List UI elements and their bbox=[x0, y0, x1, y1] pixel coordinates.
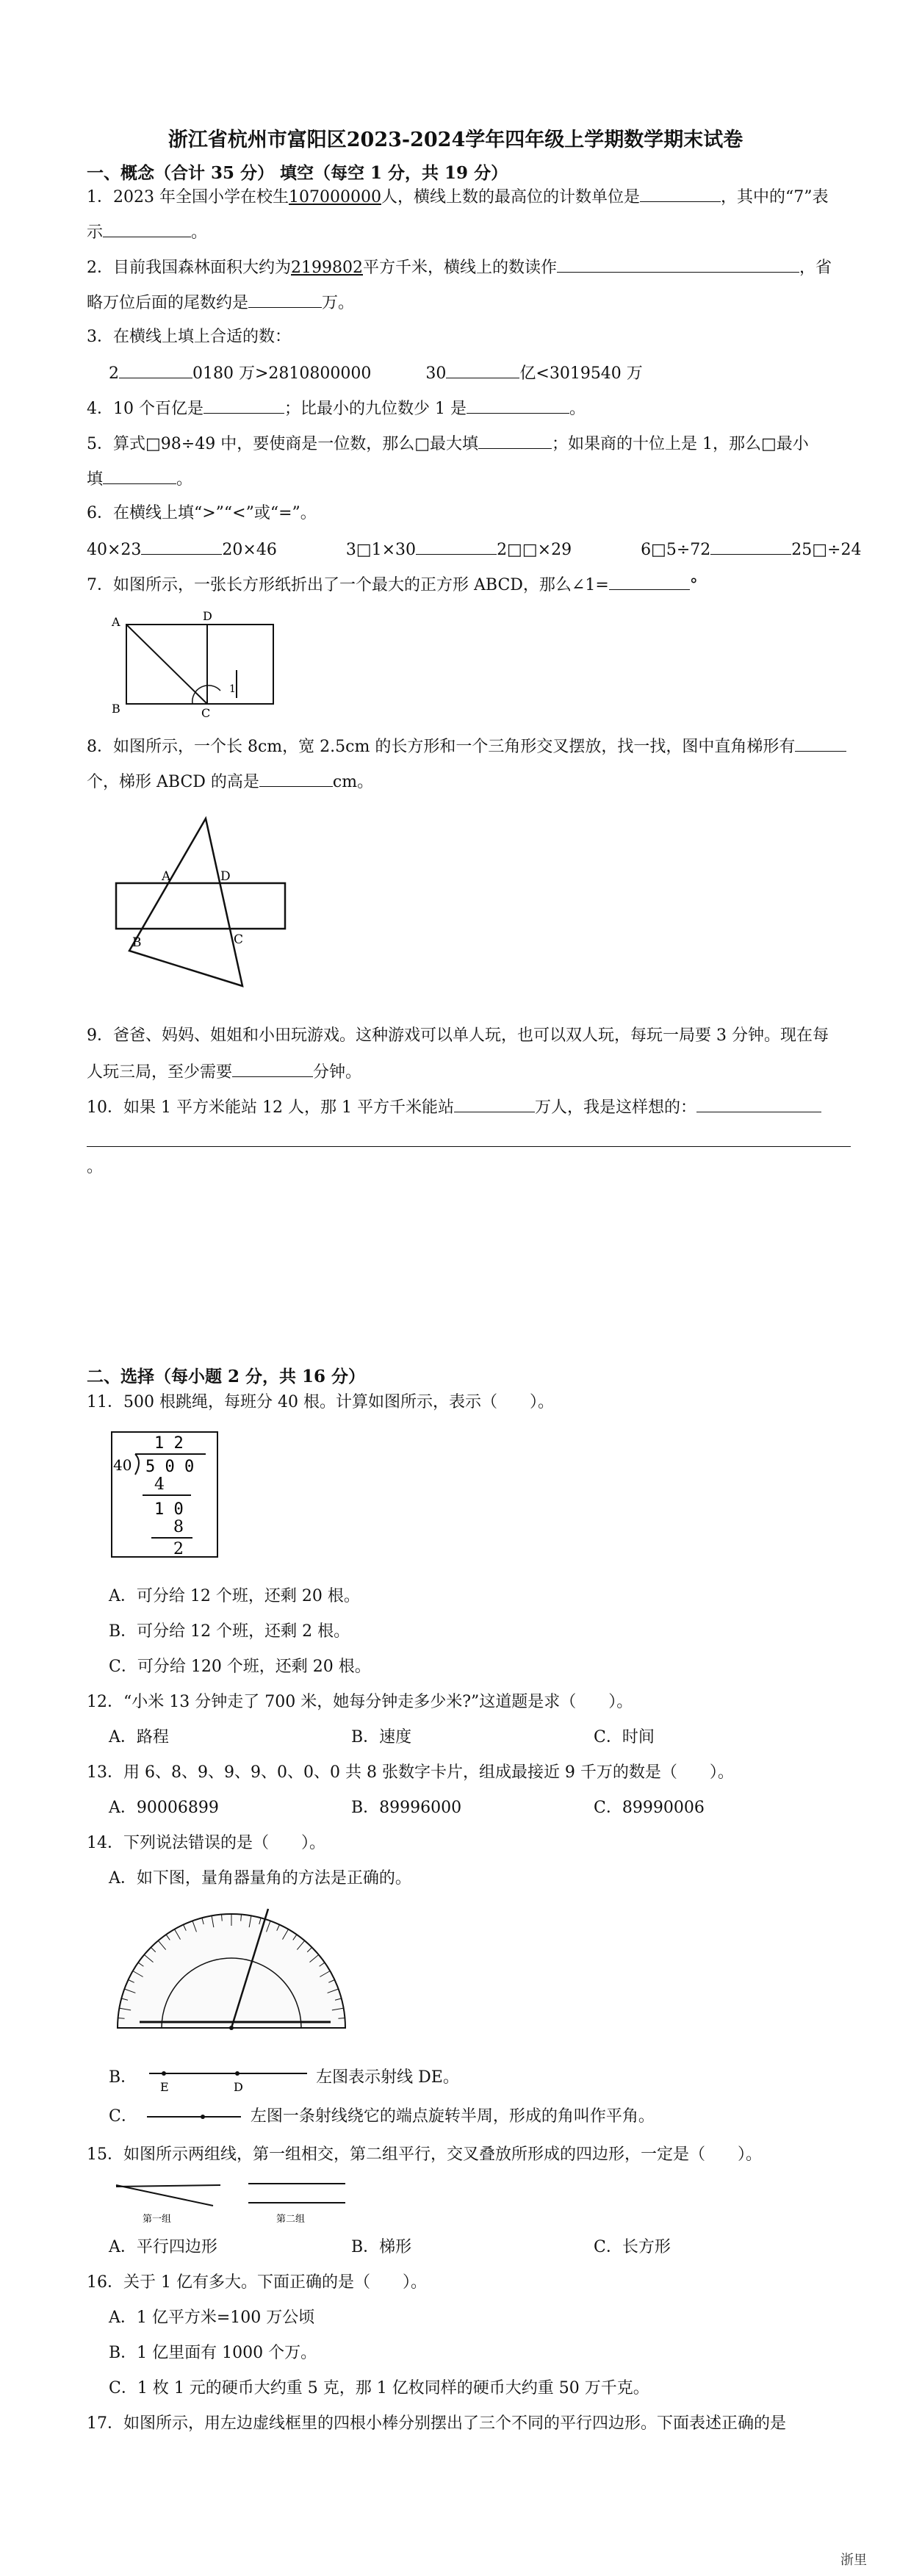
page-footer: 浙里 bbox=[840, 2552, 867, 2568]
question-13: 13．用 6、8、9、9、9、0、0、0 共 8 张数字卡片，组成最接近 9 千万的数是（ ）。 bbox=[87, 1763, 734, 1782]
label-c: C bbox=[201, 706, 211, 720]
option-11a[interactable]: A．可分给 12 个班，还剩 20 根。 bbox=[109, 1587, 360, 1605]
option-16b[interactable]: B．1 亿里面有 1000 个万。 bbox=[109, 2344, 317, 2362]
label-d: D bbox=[220, 869, 231, 884]
option-13b[interactable]: B．89996000 bbox=[351, 1799, 462, 1817]
rectangle bbox=[116, 883, 285, 929]
question-14: 14．下列说法错误的是（ ）。 bbox=[87, 1834, 325, 1852]
option-14c[interactable]: C． 左图一条射线绕它的端点旋转半周，形成的角叫作平角。 bbox=[109, 2107, 655, 2126]
step-3: 8 bbox=[173, 1518, 184, 1536]
question-10: 10．如果 1 平方米能站 12 人，那 1 平方千米能站 万人，我是这样想的： bbox=[87, 1095, 821, 1119]
answer-blank[interactable] bbox=[103, 467, 176, 484]
group-1-line-a bbox=[116, 2185, 220, 2187]
question-8-cont: 个，梯形 ABCD 的高是 cm。 bbox=[87, 770, 373, 794]
option-15a[interactable]: A．平行四边形 bbox=[109, 2238, 217, 2256]
question-2: 2．目前我国森林面积大约为2199802平方千米，横线上的数读作 ，省 bbox=[87, 256, 832, 279]
question-8: 8．如图所示，一个长 8cm，宽 2.5cm 的长方形和一个三角形交叉摆放，找一找，图中直角梯形有 bbox=[87, 735, 846, 758]
question-3-items: 2 0180 万>2810800000 30 亿<3019540 万 bbox=[109, 361, 643, 385]
answer-blank[interactable] bbox=[248, 291, 322, 308]
quotient: 1 2 bbox=[154, 1434, 184, 1453]
question-3: 3．在横线上填上合适的数： bbox=[87, 328, 291, 346]
label-d: D bbox=[234, 2080, 243, 2093]
group-1-label: 第一组 bbox=[143, 2214, 172, 2225]
question-7: 7．如图所示，一张长方形纸折出了一个最大的正方形 ABCD，那么∠1= ° bbox=[87, 573, 698, 597]
figure-14-protractor bbox=[110, 1903, 353, 2039]
group-1-line-b bbox=[116, 2185, 213, 2206]
question-5: 5．算式□98÷49 中，要使商是一位数，那么□最大填 ；如果商的十位上是 1，那么□最小 bbox=[87, 432, 809, 456]
answer-blank[interactable] bbox=[259, 770, 333, 787]
option-14b[interactable]: B． E D 左图表示射线 DE。 bbox=[109, 2063, 459, 2093]
answer-blank[interactable] bbox=[232, 1060, 313, 1077]
answer-blank[interactable] bbox=[467, 397, 569, 414]
label-a: A bbox=[162, 869, 171, 884]
answer-blank[interactable] bbox=[557, 256, 799, 273]
label-e: E bbox=[160, 2080, 169, 2093]
answer-blank[interactable] bbox=[696, 1095, 821, 1112]
answer-blank[interactable] bbox=[103, 220, 191, 237]
answer-blank[interactable] bbox=[795, 735, 846, 752]
question-17: 17．如图所示，用左边虚线框里的四根小棒分别摆出了三个不同的平行四边形。下面表述正确的是 bbox=[87, 2414, 786, 2433]
question-13-options bbox=[109, 1797, 705, 1819]
question-6-items: 40×23 20×46 3□1×30 2□□×29 6□5÷72 25□÷24 bbox=[87, 538, 862, 561]
question-4: 4．10 个百亿是 ；比最小的九位数少 1 是 。 bbox=[87, 397, 586, 420]
question-5-cont: 填 。 bbox=[87, 467, 192, 491]
straight-angle-figure bbox=[143, 2109, 245, 2124]
section-2-heading: 二、选择（每小题 2 分，共 16 分） bbox=[87, 1367, 366, 1386]
question-10-end: 。 bbox=[87, 1158, 104, 1176]
question-9: 9．爸爸、妈妈、姐姐和小田玩游戏。这种游戏可以单人玩，也可以双人玩，每玩一局要 3 分钟。现在每 bbox=[87, 1026, 829, 1045]
question-11: 11．500 根跳绳，每班分 40 根。计算如图所示，表示（ ）。 bbox=[87, 1393, 554, 1411]
step-1: 4 bbox=[154, 1475, 165, 1494]
question-2-cont: 略万位后面的尾数约是 万。 bbox=[87, 291, 354, 314]
option-11b[interactable]: B．可分给 12 个班，还剩 2 根。 bbox=[109, 1622, 350, 1641]
question-6: 6．在横线上填“>”“<”或“=”。 bbox=[87, 504, 317, 522]
option-16c[interactable]: C．1 枚 1 元的硬币大约重 5 克，那 1 亿枚同样的硬币大约重 50 万千克。 bbox=[109, 2379, 649, 2397]
label-angle-1: 1 bbox=[229, 683, 236, 695]
section-1-heading: 一、概念（合计 35 分） 填空（每空 1 分，共 19 分） bbox=[87, 163, 508, 183]
divisor: 40 bbox=[113, 1456, 132, 1474]
answer-blank[interactable] bbox=[204, 397, 284, 414]
option-16a[interactable]: A．1 亿平方米=100 万公顷 bbox=[109, 2309, 315, 2327]
answer-blank[interactable] bbox=[609, 573, 690, 590]
answer-blank[interactable] bbox=[640, 185, 721, 202]
question-12-options bbox=[109, 1727, 655, 1749]
answer-blank[interactable] bbox=[416, 538, 497, 555]
answer-blank[interactable] bbox=[710, 538, 791, 555]
label-b: B bbox=[112, 702, 120, 716]
question-15: 15．如图所示两组线，第一组相交，第二组平行，交叉叠放所形成的四边形，一定是（ ）。 bbox=[87, 2145, 762, 2164]
question-1-cont: 示 。 bbox=[87, 220, 207, 244]
option-11c[interactable]: C．可分给 120 个班，还剩 20 根。 bbox=[109, 1658, 371, 1676]
question-9-cont: 人玩三局，至少需要 分钟。 bbox=[87, 1060, 361, 1084]
option-13a[interactable]: A．90006899 bbox=[109, 1799, 219, 1817]
label-d: D bbox=[203, 610, 212, 623]
answer-blank[interactable] bbox=[478, 432, 552, 449]
option-14a[interactable]: A．如下图，量角器量角的方法是正确的。 bbox=[109, 1869, 411, 1888]
option-12a[interactable]: A．路程 bbox=[109, 1728, 169, 1746]
dividend: 5 0 0 bbox=[145, 1458, 195, 1476]
remainder: 2 bbox=[173, 1540, 184, 1558]
option-15c[interactable]: C．长方形 bbox=[594, 2238, 671, 2256]
rect-outline bbox=[126, 625, 273, 704]
figure-8-rect-triangle bbox=[110, 816, 294, 992]
answer-blank[interactable] bbox=[446, 361, 519, 378]
group-2-label: 第二组 bbox=[276, 2214, 306, 2225]
option-13c[interactable]: C．89990006 bbox=[594, 1799, 705, 1817]
answer-blank[interactable] bbox=[454, 1095, 535, 1112]
page-title: 浙江省杭州市富阳区2023-2024学年四年级上学期数学期末试卷 bbox=[168, 129, 743, 151]
answer-blank[interactable] bbox=[141, 538, 222, 555]
option-12c[interactable]: C．时间 bbox=[594, 1728, 655, 1746]
ray-de-figure bbox=[142, 2063, 311, 2093]
option-15b[interactable]: B．梯形 bbox=[351, 2238, 412, 2256]
figure-7-folded-paper bbox=[110, 610, 287, 720]
question-15-options bbox=[109, 2237, 671, 2259]
question-1: 1．2023 年全国小学在校生107000000人，横线上数的最高位的计数单位是 ，其中的“7”表 bbox=[87, 185, 828, 209]
protractor-outer bbox=[118, 1914, 345, 2028]
figure-15-line-groups bbox=[110, 2181, 360, 2225]
question-12: 12．“小米 13 分钟走了 700 米，她每分钟走多少米?”这道题是求（ ）。 bbox=[87, 1693, 633, 1711]
figure-11-long-division bbox=[110, 1429, 220, 1561]
answer-line[interactable] bbox=[87, 1146, 851, 1147]
triangle bbox=[129, 819, 242, 986]
answer-blank[interactable] bbox=[119, 361, 192, 378]
question-16: 16．关于 1 亿有多大。下面正确的是（ ）。 bbox=[87, 2273, 427, 2292]
angle-arc bbox=[192, 686, 220, 704]
label-b: B bbox=[132, 935, 142, 950]
label-c: C bbox=[234, 932, 244, 947]
option-12b[interactable]: B．速度 bbox=[351, 1728, 412, 1746]
label-a: A bbox=[112, 615, 120, 629]
step-2: 1 0 bbox=[154, 1500, 184, 1519]
